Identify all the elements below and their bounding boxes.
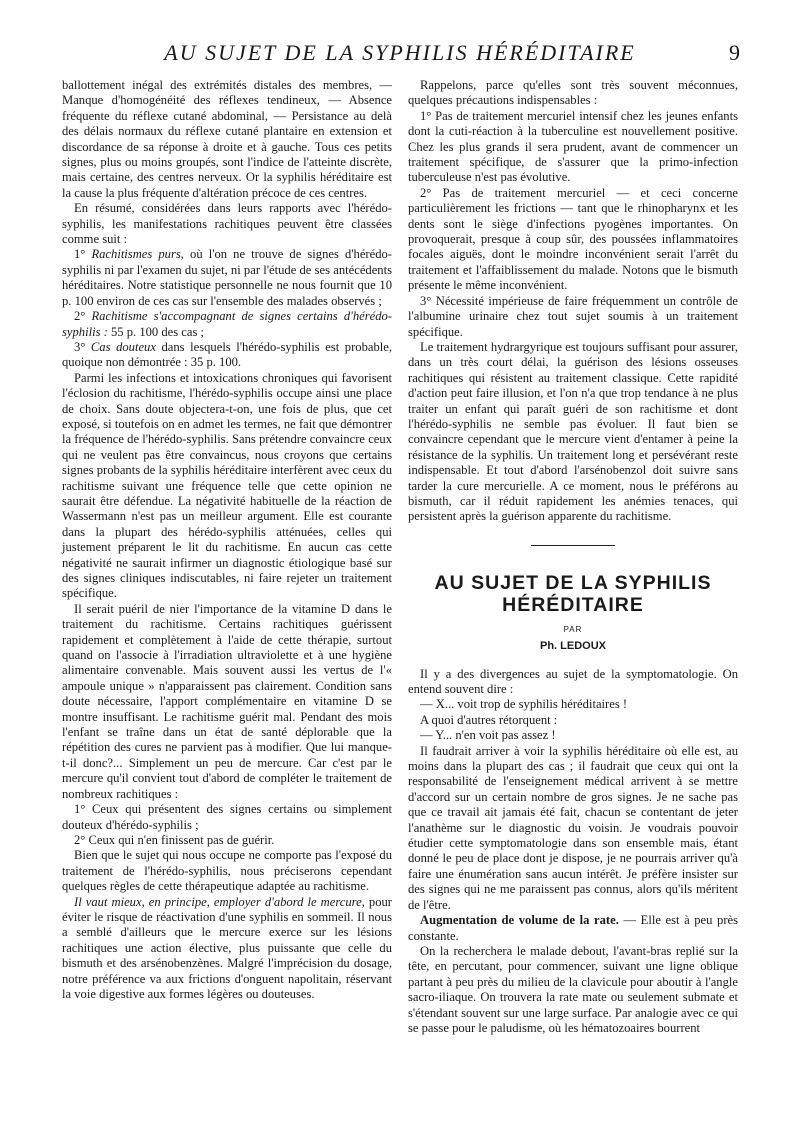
paragraph: A quoi d'autres rétorquent :: [420, 712, 558, 727]
running-title: AU SUJET DE LA SYPHILIS HÉRÉDITAIRE: [164, 40, 636, 65]
paragraph-text: , pour éviter le risque de réactivation d'une syphilis en sommeil. Il nous a semblé d'ailleurs que le mercure exerce sur les lésions rachitiques une action élective, plus puissante que celle du bismuth et des arsénobenzènes. Malgré l'imprécision du dosage, notre préférence va aux frictions d'onguent napolitain, réservant la voie digestive aux formes légères ou douteuses.: [62, 894, 392, 1001]
list-item: [62, 309, 392, 340]
paragraph: Il y a des divergences au sujet de la symptomatologie. On entend souvent dire :: [408, 666, 738, 696]
section-subhead: Augmentation de volume de la rate.: [420, 913, 619, 928]
paragraph-text: — Elle est à peu près constante.: [408, 913, 739, 943]
list-text: 55 p. 100 des cas ;: [107, 324, 205, 339]
emphasis: Il vaut mieux, en principe, employer d'abord le mercure: [74, 894, 362, 909]
paragraph: 3° Nécessité impérieuse de faire fréquemment un contrôle de l'albumine urinaire chez tout sujet soumis à un traitement spécifique.: [408, 293, 738, 339]
page-number: 9: [729, 40, 740, 65]
paragraph: On la recherchera le malade debout, l'avant-bras replié sur la tête, en percutant, pour commencer, suivant une ligne oblique partant à peu près du milieu de la clavicule pour aboutir à l'angle sacro-iliaque. On trouvera la rate mate ou seulement submate et s'étendant souvent sur une large surface. Par analogie avec ce qui se passe pour le paludisme, où les hématozoaires bourrent: [408, 943, 738, 1035]
list-number: 3°: [74, 339, 91, 354]
list-text: dans lesquels l'hérédo-syphilis est probable, quoique non démontrée : 35 p. 100.: [62, 339, 393, 370]
paragraph: 2° Pas de traitement mercuriel — et ceci concerne particulièrement les frictions — tant que le rhinopharynx et les dents sont le siège d'infections pyogènes importantes. On provoquerait, presque à coup sûr, des poussées inflammatoires focales aiguës, dont le moindre inconvénient serait l'arrêt du traitement et l'affaiblissement du malade. Notons que le bismuth présente le même inconvénient.: [408, 185, 738, 293]
page-header: [60, 36, 740, 66]
paragraph: 1° Ceux qui présentent des signes certains ou simplement douteux d'hérédo-syphilis ;: [62, 802, 392, 832]
paragraph: 1° Pas de traitement mercuriel intensif chez les jeunes enfants dont la cuti-réaction à la tuberculine est nouvellement positive. Chez les plus grands il sera prudent, avant de commencer un traitement spécifique, de s'assurer que la primo-infection tuberculeuse n'est pas évolutive.: [408, 108, 738, 185]
paragraph: ballottement inégal des extrémités distales des membres, — Manque d'homogénéité des réflexes tendineux, — Absence fréquente du réflexe cutané abdominal, — Persistance au delà des délais normaux du réflexe cutané plantaire en extension et discordance de sa réponse à droite et à gauche. Tous ces petits signes, plus ou moins groupés, sont l'indice de l'atteinte discrète, mais certaine, des centres nerveux. Or la syphilis héréditaire est la cause la plus fréquente d'altération précoce de ces centres.: [62, 78, 392, 200]
list-item: [62, 340, 392, 371]
paragraph: En résumé, considérées dans leurs rapports avec l'hérédo-syphilis, les manifestations rachitiques peuvent être classées comme suit :: [62, 201, 392, 247]
paragraph: [62, 895, 392, 1003]
section-divider: [531, 545, 615, 546]
paragraph: Il faudrait arriver à voir la syphilis héréditaire où elle est, au moins dans la plupart des cas ; il faudrait que ceux qui ont la responsabilité de l'enseignement médical arrivent à se mettre d'accord sur un certain nombre de gros signes. Je ne sache pas que ce travail ait jamais été fait, chacun se contentant de jeter l'anathème sur le diagnostic du voisin. Je voudrais pouvoir étudier cette symptomatologie dans son ensemble mais, étant donné le peu de place dont je dispose, je ne pourrais arriver qu'à faire une énumération sans aucun intérêt. Je préfère insister sur des signes qui ne me paraissent pas connus, alors qu'ils méritent de l'être.: [408, 743, 738, 912]
paragraph: Il serait puéril de nier l'importance de la vitamine D dans le traitement du rachitisme. Certains rachitiques guérissent rapidement et complètement à l'aide de cette thérapie, surtout quand on l'associe à l'irradiation ultraviolette et à une hygiène alimentaire convenable. Mais souvent aussi les vertus de l'« ampoule unique » n'apparaissent pas clairement. Condition sans doute nécessaire, l'apport complémentaire en vitamine D se montre insuffisant. Le rachitisme guérit mal. Pendant des mois l'enfant se traîne dans un état de santé déplorable que la répétition des cures ne parvient pas à modifier. Que lui manque-t-il donc?... Simplement un peu de mercure. Car c'est par le mercure qu'il convient tout d'abord de compléter le traitement de nombreux rachitiques :: [62, 601, 392, 801]
emphasis: Rachitismes purs: [91, 247, 181, 262]
list-item: [62, 247, 392, 309]
paragraph: — Y... n'en voit pas assez !: [420, 728, 556, 743]
byline-author: Ph. LEDOUX: [539, 640, 606, 653]
paragraph: Bien que le sujet qui nous occupe ne comporte pas l'exposé du traitement de l'hérédo-syphilis, nous préciserons cependant quelques règles de cette thérapeutique adaptée au rachitisme.: [62, 848, 392, 894]
paragraph: Rappelons, parce qu'elles sont très souvent méconnues, quelques précautions indispensables :: [408, 78, 738, 108]
emphasis: Cas douteux: [90, 339, 156, 354]
paragraph: [408, 913, 738, 944]
list-text: , où l'on ne trouve de signes d'hérédo-syphilis ni par l'examen du sujet, ni par l'étude de ses antécédents héréditaires. Notre statistique personnelle ne nous fournit que 10 p. 100 environ de ces cas sur l'ensemble des malades observés ;: [62, 247, 393, 308]
byline-par: PAR: [563, 624, 583, 634]
list-number: 1°: [74, 247, 92, 262]
article-title: AU SUJET DE LA SYPHILIS HÉRÉDITAIRE: [434, 571, 712, 616]
list-number: 2°: [74, 309, 92, 324]
right-column: [408, 78, 738, 1036]
paragraph: 2° Ceux qui n'en finissent pas de guérir.: [74, 832, 275, 847]
emphasis: Rachitisme s'accompagnant de signes certains d'hérédo-syphilis :: [62, 309, 393, 339]
paragraph: Le traitement hydrargyrique est toujours suffisant pour assurer, dans un très court délai, la guérison des lésions osseuses rachitiques qui résistent au traitement classique. Cette rapidité d'action peut faire illusion, et l'on n'a que trop tendance à ne plus traiter un enfant qui paraît guéri de son rachitisme et dont l'hérédo-syphilis ne semble pas évoluer. Il faut bien se convaincre cependant que le mercure vient d'entamer à peine la résistance de la syphilis. Un traitement long et persévérant reste indispensable. Et tout d'abord l'arsénobenzol doit suivre sans tarder la cure mercurielle. A ce moment, nous le préférons au bismuth, car il réduit rapidement les anémies tenaces, qui persistent après la guérison apparente du rachitisme.: [408, 339, 738, 524]
paragraph: Parmi les infections et intoxications chroniques qui favorisent l'éclosion du rachitisme, l'hérédo-syphilis occupe ainsi une place de choix. Sans doute objectera-t-on, une fois de plus, que cet exposé, si toutefois on en admet les termes, ne fait que démontrer la fréquence de l'hérédo-syphilis. Sans prétendre convaincre ceux qui ne veulent pas être convaincus, nous croyons que certains signes probants de la syphilis héréditaire interfèrent avec ceux du rachitisme suivant une fréquence telle que cette opinion ne saurait être défendue. La négativité habituelle de la réaction de Wassermann n'est pas un meilleur argument. Elle est courante dans la plupart des hérédo-syphilis atténuées, celles qui justement préparent le lit du rachitisme. En aucun cas cette négativité ne saurait infirmer un diagnostic étiologique basé sur des signes cliniques indiscutables, ni faire rejeter un traitement spécifique.: [62, 370, 392, 601]
left-column: [62, 78, 392, 1002]
paragraph: — X... voit trop de syphilis héréditaires !: [420, 697, 628, 712]
